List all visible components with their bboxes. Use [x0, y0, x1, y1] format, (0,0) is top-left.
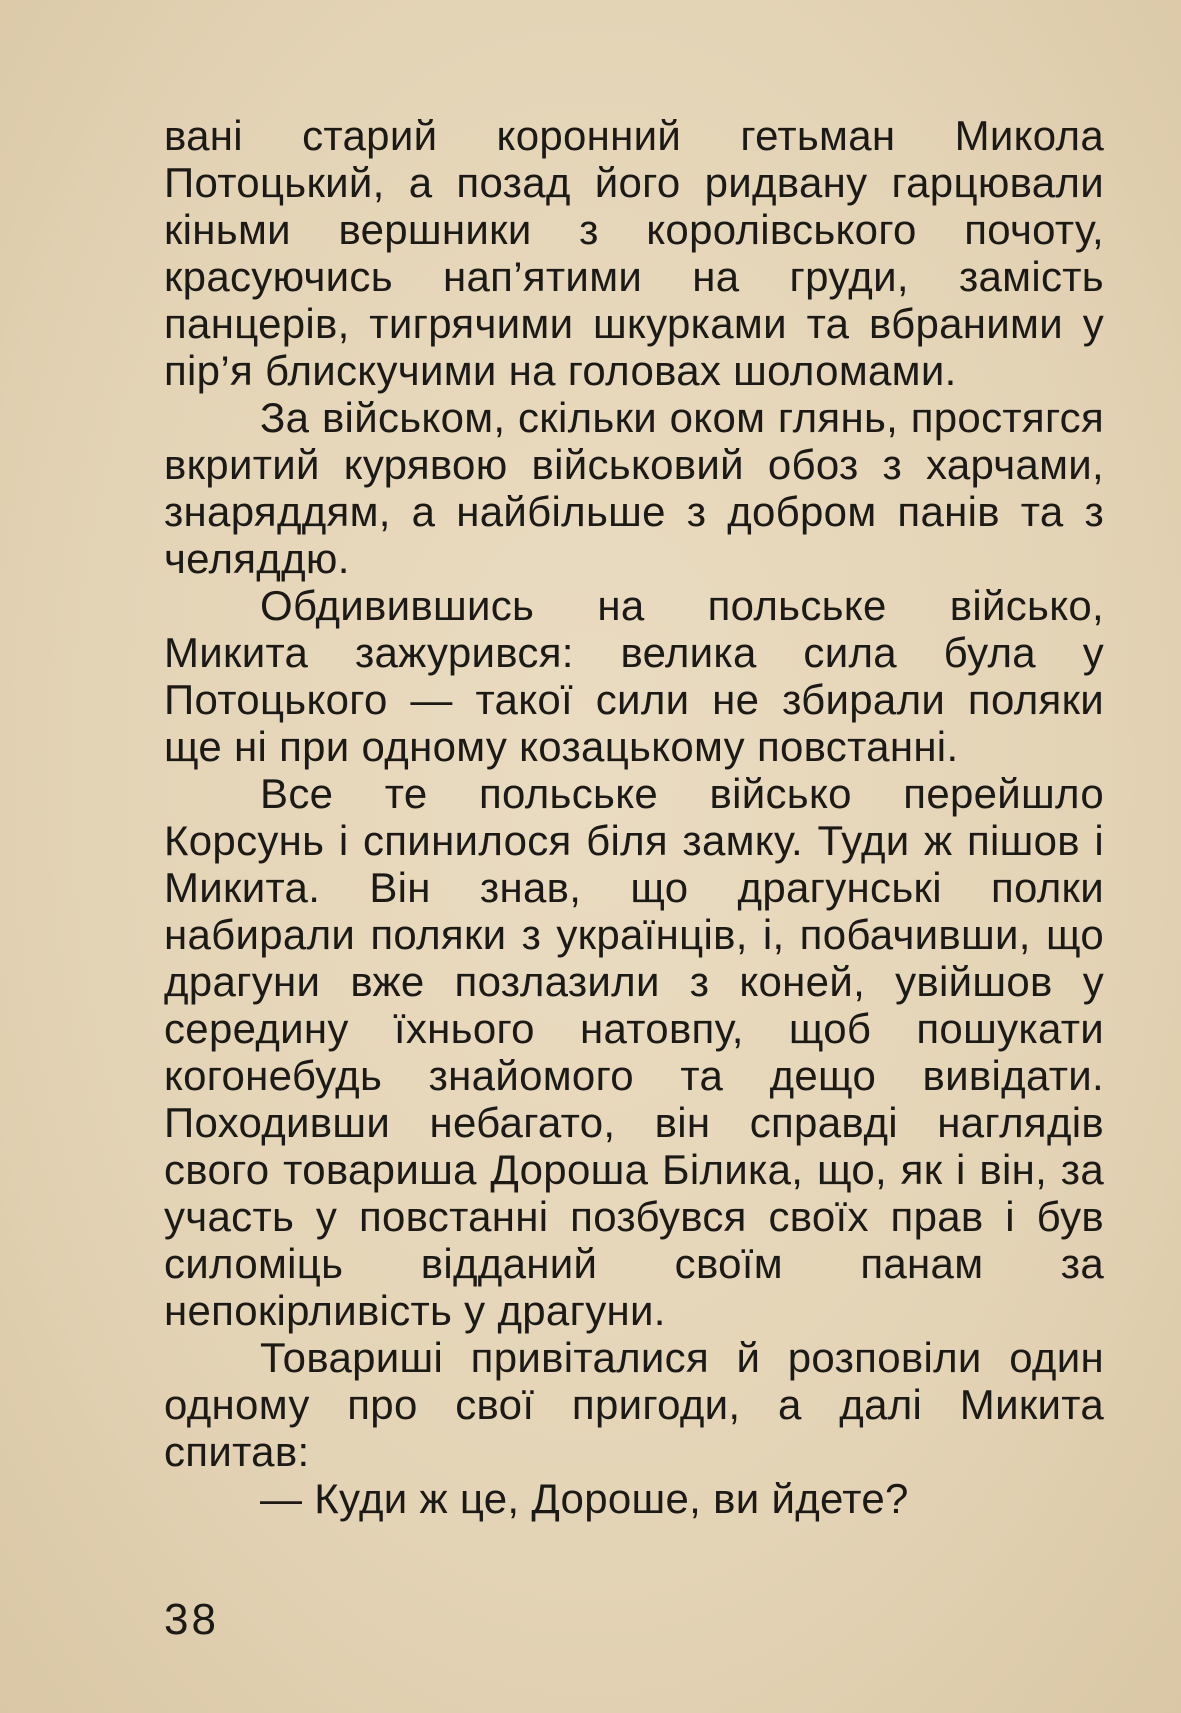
paragraph: Товариші привіталися й розповіли один одному про свої пригоди, а далі Микита спитав: — [164, 1334, 1104, 1475]
dialogue-line: — Куди ж це, Дороше, ви йдете? — [260, 1475, 909, 1522]
paragraph: Все те польське військо перейшло Корсунь і спинилося біля замку. Туди ж пішов і Микита. Він знав, що драгунські полки набирали поляки з українців, і, побачивши, що драгуни вже позлазили з коней, увійшов у середину їхнього натовпу, щоб пошукати когонебудь знайомого та дещо вивідати. Походивши небагато, він справді наглядів свого товариша Дороша Білика, що, як і він, за участь у повстанні позбувся своїх прав і був силоміць відданий своїм панам за непокірливість у драгуни. — [164, 770, 1104, 1334]
paragraph: вані старий коронний гетьман Микола Потоцький, а позад його ридвану гарцювали кіньми вершники з королівського почоту, красуючись нап’ятими на груди, замість панцерів, тигрячими шкурками та вбраними у пір’я блискучими на головах шоломами. — [164, 112, 1104, 394]
paragraph: За військом, скільки оком глянь, простягся вкритий курявою військовий обоз з харчами, знаряддям, а найбільше з добром панів та з челяддю. — [164, 394, 1104, 582]
paragraph: Обдивившись на польське військо, Микита зажурився: велика сила була у Потоцького — такої сили не збирали поляки ще ні при одному козацькому повстанні. — [164, 582, 1104, 770]
body-text — [164, 112, 1104, 1522]
page-number: 38 — [164, 1595, 219, 1644]
